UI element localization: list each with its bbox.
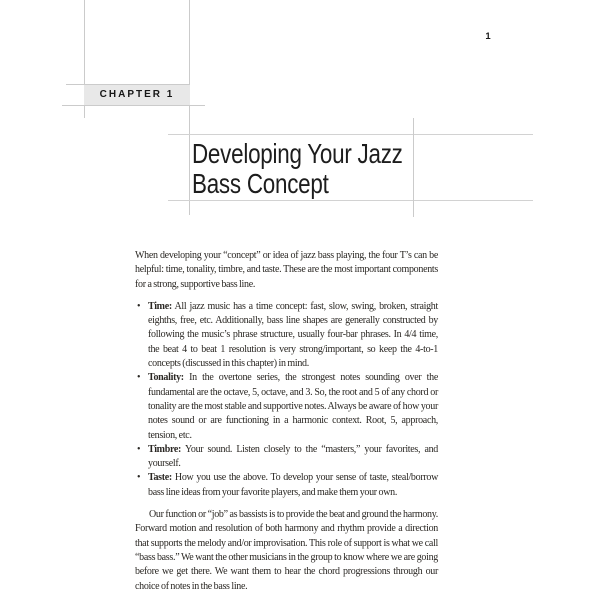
list-item-tonality-text: In the overtone series, the strongest notes sounding over the fundamental are the octave, 5, octave, and 3. So, the root and 5 of any chord or tonality are the most stable and supportive notes. Always be aware of how your notes sound or are functioning in a harmonic context. Root, 5, approach, tension, etc.	[148, 372, 438, 441]
page-number: 1	[485, 31, 491, 42]
list-item-taste	[135, 471, 438, 500]
chapter-title-line-2: Bass Concept	[192, 168, 329, 199]
list-item-timbre-label: Timbre:	[148, 443, 182, 455]
list-item-time	[135, 300, 438, 371]
four-ts-list	[135, 300, 438, 500]
list-item-tonality	[135, 371, 438, 442]
list-item-timbre-text: Your sound. Listen closely to the “masters,” your favorites, and yourself.	[148, 443, 438, 470]
intro-paragraph: When developing your “concept” or idea of jazz bass playing, the four T’s can be helpful: time, tonality, timbre, and taste. These are the most important components for a strong, supportive bass line.	[135, 250, 438, 290]
closing-paragraph: Our function or “job” as bassists is to provide the beat and ground the harmony. Forward motion and resolution of both harmony and rhythm provide a direction that supports the melody and/or improvisation. This role of support is what we call “bass bass.” We want the other musicians in the group to know where we are going before we get there. We want them to hear the chord progressions through our choice of notes in the bass line.	[135, 509, 438, 592]
chapter-label: CHAPTER 1	[99, 89, 175, 100]
rule-chapter-bottom	[62, 105, 205, 106]
rule-title-bottom	[168, 200, 533, 201]
list-item-timbre	[135, 443, 438, 472]
rule-title-top	[168, 134, 533, 135]
list-item-time-label: Time:	[148, 300, 172, 312]
body-text	[135, 249, 438, 594]
list-item-taste-label: Taste:	[148, 472, 172, 484]
chapter-label-box	[84, 85, 190, 105]
chapter-title-line-1: Developing Your Jazz	[192, 138, 403, 169]
rule-vertical-title	[413, 118, 414, 217]
list-item-taste-text: How you use the above. To develop your sense of taste, steal/borrow bass line ideas from your favorite players, and make them your own.	[148, 472, 438, 498]
rule-vertical-mid	[189, 0, 190, 215]
chapter-title	[192, 139, 403, 199]
list-item-time-text: All jazz music has a time concept: fast, slow, swing, broken, straight eighths, free, etc. Additionally, bass line shapes are generally constructed by following the music’s phrase structure, usually four-bar phrases. In 4/4 time, the beat 4 to beat 1 resolution is very strong/important, so keep the 4-to-1 concepts (discussed in this chapter) in mind.	[148, 300, 438, 370]
list-item-tonality-label: Tonality:	[148, 372, 184, 384]
